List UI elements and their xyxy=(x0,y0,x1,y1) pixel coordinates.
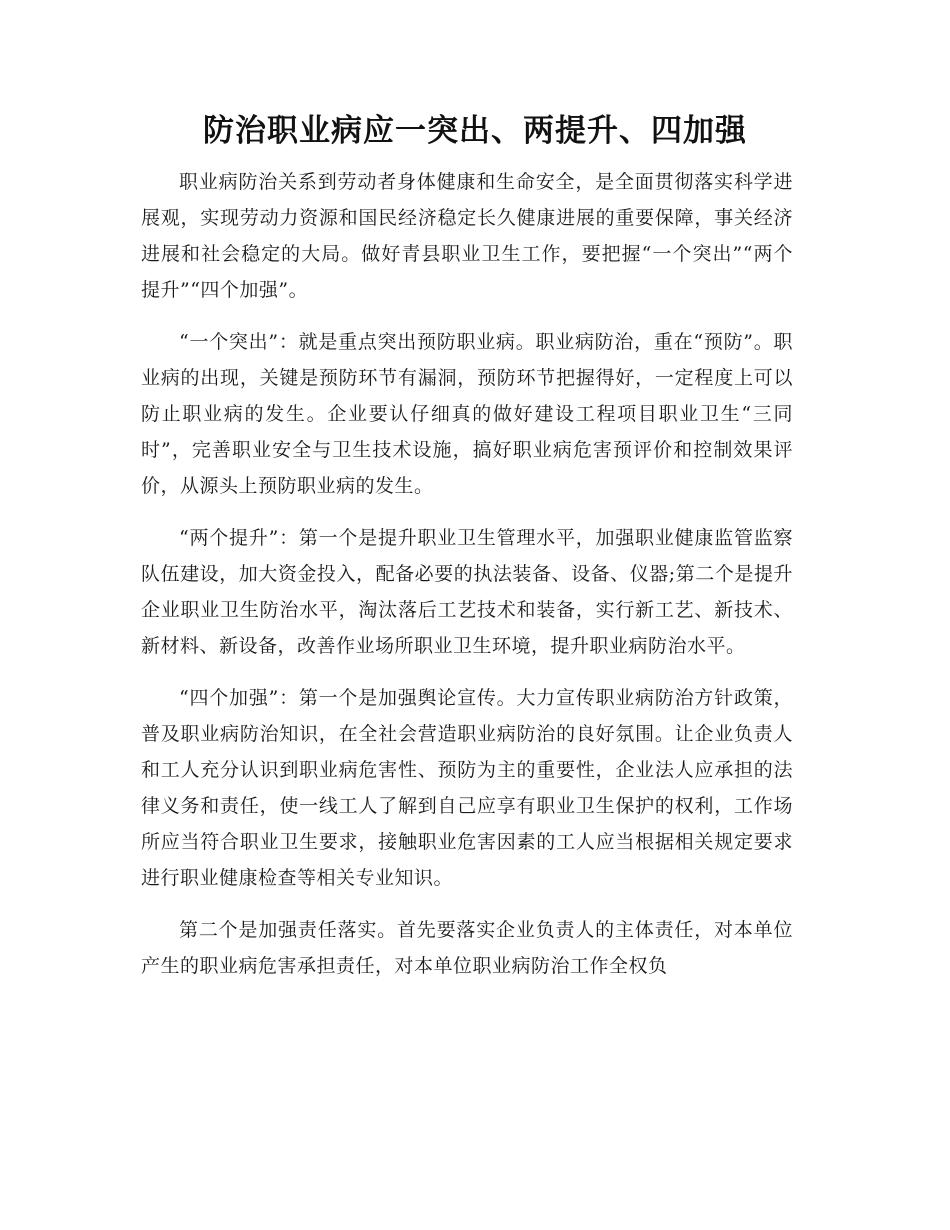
paragraph-four-strengthenings: “四个加强”：第一个是加强舆论宣传。大力宣传职业病防治方针政策，普及职业病防治知识，在全社会营造职业病防治的良好氛围。让企业负责人和工人充分认识到职业病危害性、预防为主的重要性，企业法人应承担的法律义务和责任，使一线工人了解到自己应享有职业卫生保护的权利，工作场所应当符合职业卫生要求，接触职业危害因素的工人应当根据相关规定要求进行职业健康检查等相关专业知识。 xyxy=(141,687,793,889)
paragraph-responsibility: 第二个是加强责任落实。首先要落实企业负责人的主体责任，对本单位产生的职业病危害承担责任，对本单位职业病防治工作全权负 xyxy=(141,919,793,977)
paragraph-one-highlight: “一个突出”：就是重点突出预防职业病。职业病防治，重在“预防”。职业病的出现，关键是预防环节有漏洞，预防环节把握得好，一定程度上可以防止职业病的发生。企业要认仔细真的做好建设工程项目职业卫生“三同时”，完善职业安全与卫生技术设施，搞好职业病危害预评价和控制效果评价，从源头上预防职业病的发生。 xyxy=(141,331,793,497)
document-title: 防治职业病应一突出、两提升、四加强 xyxy=(203,113,747,149)
paragraph-two-improvements: “两个提升”：第一个是提升职业卫生管理水平，加强职业健康监管监察队伍建设，加大资金投入，配备必要的执法装备、设备、仪器;第二个是提升企业职业卫生防治水平，淘汰落后工艺技术和装备，实行新工艺、新技术、新材料、新设备，改善作业场所职业卫生环境，提升职业病防治水平。 xyxy=(141,527,793,657)
document-body xyxy=(141,164,793,1000)
paragraph-intro: 职业病防治关系到劳动者身体健康和生命安全，是全面贯彻落实科学进展观，实现劳动力资源和国民经济稳定长久健康进展的重要保障，事关经济进展和社会稳定的大局。做好青县职业卫生工作，要把握“一个突出”“两个提升”“四个加强”。 xyxy=(141,171,793,301)
